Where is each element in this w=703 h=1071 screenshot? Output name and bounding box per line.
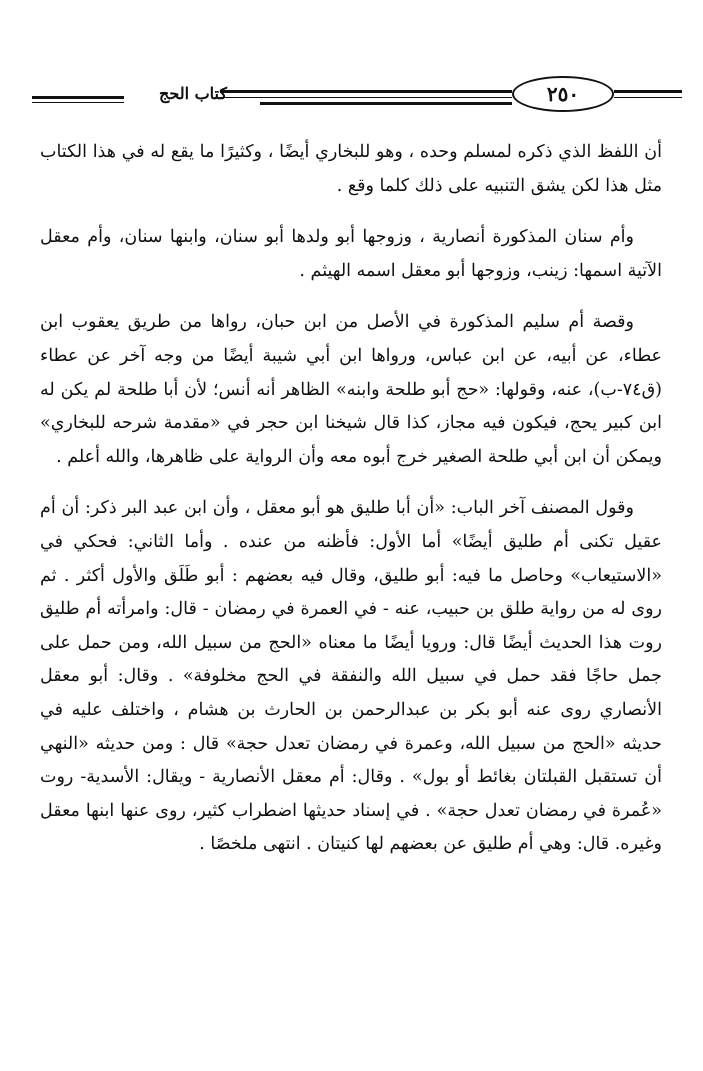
header-rule	[32, 96, 124, 99]
header-rule	[614, 90, 682, 93]
chapter-title: كتاب الحج	[159, 84, 227, 103]
header-rule	[260, 102, 512, 105]
paragraph: أن اللفظ الذي ذكره لمسلم وحده ، وهو للبخاري أيضًا ، وكثيرًا ما يقع له في هذا الكتاب مثل هذا لكن يشق التنبيه على ذلك كلما وقع .	[40, 142, 662, 196]
paragraph: وقول المصنف آخر الباب: «أن أبا طليق هو أبو معقل ، وأن ابن عبد البر ذكر: أن أم عقيل تكنى أم طليق أيضًا» أما الأول: فأظنه من عنده . وأما الثاني: فحكي في «الاستيعاب» وحاصل ما فيه: أبو طليق، وقال فيه بعضهم : أبو طَلَق والأول أكثر . ثم روى له من رواية طلق بن حبيب، عنه - في العمرة في رمضان - قال: وامرأته أم طليق روت هذا الحديث أيضًا قال: ورويا أيضًا ما معناه «الحج من سبيل الله، ومن حمل على جمل حاجًا فقد حمل في سبيل الله والنفقة في الحج مخلوفة» . وقال: أبو معقل الأنصاري روى عنه أبو بكر بن عبدالرحمن بن الحارث بن هشام ، واختلف عليه في حديثه «الحج من سبيل الله، وعمرة في رمضان تعدل حجة» قال : ومن حديثه «النهي أن تستقبل القبلتان بغائط أو بول» . وقال: أم معقل الأنصارية - ويقال: الأسدية- روت «عُمرة في رمضان تعدل حجة» . في إسناد حديثها اضطراب كثير، روى عنها ابنها معقل وغيره. قال: وهي أم طليق عن بعضهم لها كنيتان . انتهى ملخصًا .	[40, 498, 662, 855]
paragraph: وقصة أم سليم المذكورة في الأصل من ابن حبان، رواها من طريق يعقوب ابن عطاء، عن أبيه، عن ابن عباس، ورواها ابن أبي شيبة أيضًا من وجه آخر عن عطاء (ق٧٤-ب)، عنه، وقولها: «حج أبو طلحة وابنه» الظاهر أنه أنس؛ لأن أبا طلحة لم يكن له ابن كبير يحج، فيكون فيه مجاز، كذا قال شيخنا ابن حجر في «مقدمة شرحه للبخاري» ويمكن أن ابن أبي طلحة الصغير خرج أبوه معه وأن الرواية على ظاهرها، والله أعلم .	[40, 312, 662, 467]
paragraph: وأم سنان المذكورة أنصارية ، وزوجها أبو ولدها أبو سنان، وابنها سنان، وأم معقل الآتية اسمها: زينب، وزوجها أبو معقل اسمه الهيثم .	[40, 227, 662, 281]
header-rule	[220, 90, 512, 93]
header-rule	[220, 97, 512, 98]
page-body	[40, 136, 662, 880]
page-header	[20, 76, 683, 116]
header-rule	[32, 102, 124, 103]
header-rule	[614, 97, 682, 98]
page-number: ٢٥٠	[512, 76, 614, 112]
